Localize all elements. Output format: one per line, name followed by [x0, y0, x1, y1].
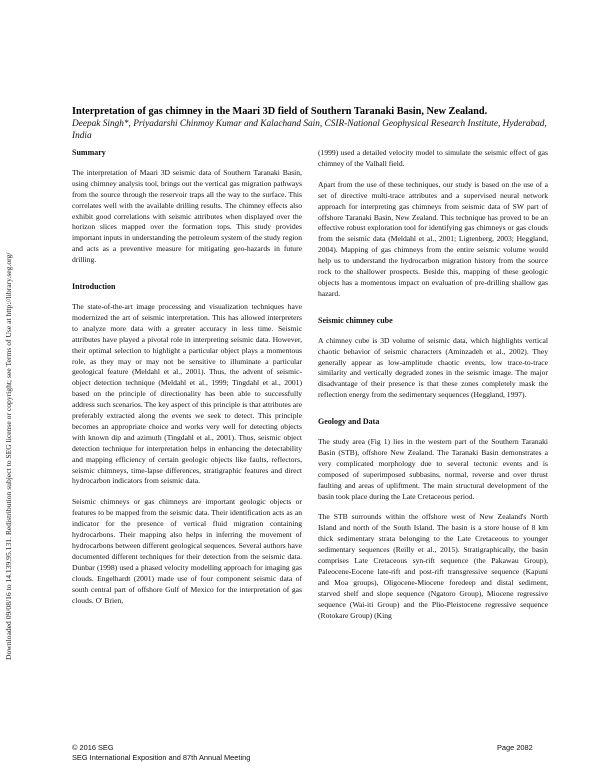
right-column — [318, 148, 548, 632]
chimney-cube-paragraph: A chimney cube is 3D volume of seismic data, which highlights vertical chaotic behavior of seismic characters (Aminzadeh et al., 2002). They generally appear as low-amplitude chaotic events, low trace-to-trace similarity and vertically degraded zones in the seismic image. The major disadvantage of their presence is that these zones completely mask the reflection energy from the sedimentary sequences (Heggland, 1997). — [318, 335, 548, 400]
download-notice-text: Downloaded 09/08/16 to 14.139.95.131. Redistribution subject to SEG license or copyright; see Terms of Use at http://library.seg.org/ — [4, 252, 13, 660]
introduction-paragraph-1: The state-of-the-art image processing and visualization techniques have modernized the art of seismic interpretation. This has allowed interpreters to analyze more data with a greater accuracy in less time. Seismic attributes have played a pivotal role in interpreting seismic data. However, their optimal selection to highlight a particular object plays a momentous role, as they may or may not be sensitive to illuminate a particular geological feature (Meldahl et al., 2001). Thus, the advent of seismic-object detection technique (Meldahl et al., 1999; Tingdahl et al., 2001) based on the principle of directionality has been able to successfully address such scenarios. The key aspect of this principle is that attributes are preferably extracted along the events we seek to detect. This principle becomes an appropriate choice and works very well for detecting objects with known dip and azimuth (Tingdahl et al., 2001). Thus, seismic object detection technique for interpretation helps in enhancing the detectability and mapping efficiency of certain geologic objects like faults, reflectors, seismic chimneys, time-lapse differences, stratigraphic features and direct hydrocarbon indicators from seismic data. — [72, 301, 302, 486]
page-number: Page 2082 — [497, 743, 533, 752]
left-column — [72, 148, 302, 616]
footer-copyright: © 2016 SEG — [72, 743, 114, 752]
summary-heading: Summary — [72, 148, 106, 157]
summary-paragraph: The interpretation of Maari 3D seismic data of Southern Taranaki Basin, using chimney analysis tool, brings out the vertical gas migration pathways from the source through the reservoir traps all the way to the surface. This correlates well with the available drilling results. The chimney effects also exhibit good correlations with seismic attributes when displayed over the horizon slices mapped over the formation tops. This study provides important inputs in understanding the petroleum system of the study region and acts as a preventive measure for mitigating geo-hazards in future drilling. — [72, 167, 302, 265]
page-footer — [72, 743, 250, 763]
geology-paragraph-2: The STB surrounds within the offshore west of New Zealand's North Island and north of the South Island. The basin is a store house of 8 km thick sedimentary strata belonging to the Late Cretaceous to younger sedimentary sequences (Reilly et al., 2015). Stratigraphically, the basin comprises Late Cretaceous syn-rift sequence (the Pakawau Group), Paleocene-Eocene late-rift and post-rift transgressive sequence (Kapuni and Moa groups), Oligocene-Miocene foredeep and distal sediment, starved shelf and slope sequence (Ngatoro Group), Miocene regressive sequence (Wai-iti Group) and the Plio-Pleistocene regressive sequence (Rotokare Group) (King — [318, 512, 548, 620]
approach-paragraph: Apart from the use of these techniques, our study is based on the use of a set of directive multi-trace attributes and a supervised neural network approach for interpreting gas chimneys from seismic data of SW part of offshore Taranaki Basin, New Zealand. This technique has proved to be an effective robust exploration tool for identifying gas chimneys or gas clouds from the seismic data (Meldahl et al., 2001; Ligtenberg, 2003; Heggland, 2004). Mapping of gas chimneys from the entire seismic volume would help us to understand the hydrocarbon migration history from the source rock to the shallower prospects. Beside this, mapping of these geologic objects has a momentous impact on evaluation of pre-drilling shallow gas hazard. — [318, 179, 548, 298]
paper-title: Interpretation of gas chimney in the Maari 3D field of Southern Taranaki Basin, New Zealand. — [72, 106, 488, 117]
footer-meeting: SEG International Exposition and 87th Annual Meeting — [72, 753, 251, 762]
continued-paragraph: (1999) used a detailed velocity model to simulate the seismic effect of gas chimney of the Valhall field. — [318, 148, 548, 168]
chimney-cube-heading: Seismic chimney cube — [318, 315, 393, 325]
geology-paragraph-1: The study area (Fig 1) lies in the western part of the Southern Taranaki Basin (STB), offshore New Zealand. The Taranaki Basin demonstrates a very complicated morphology due to several tectonic events and is composed of superimposed subbasins, normal, reverse and over thrust faulting and areas of upliftment. The main structural development of the basin took place during the Late Cretaceous period. — [318, 437, 548, 501]
introduction-heading: Introduction — [72, 282, 116, 292]
introduction-paragraph-2: Seismic chimneys or gas chimneys are important geologic objects or features to be mapped from the seismic data. Their identification acts as an indicator for the presence of vertical fluid migration containing hydrocarbons. Their mapping also helps in inferring the movement of hydrocarbons between different geological sequences. Several authors have documented different techniques for their detection from the seismic data. Dunbar (1998) used a phased velocity modelling approach for imaging gas clouds. Engelhardt (2001) made use of four component seismic data of south central part of offshore Gulf of Mexico for the interpretation of gas clouds. O' Brien, — [72, 497, 302, 605]
paper-authors: Deepak Singh*, Priyadarshi Chinmoy Kumar and Kalachand Sain, CSIR-National Geophysical Research Institute, Hyderabad, India — [72, 119, 547, 141]
download-notice — [4, 100, 20, 660]
geology-heading: Geology and Data — [318, 417, 380, 427]
